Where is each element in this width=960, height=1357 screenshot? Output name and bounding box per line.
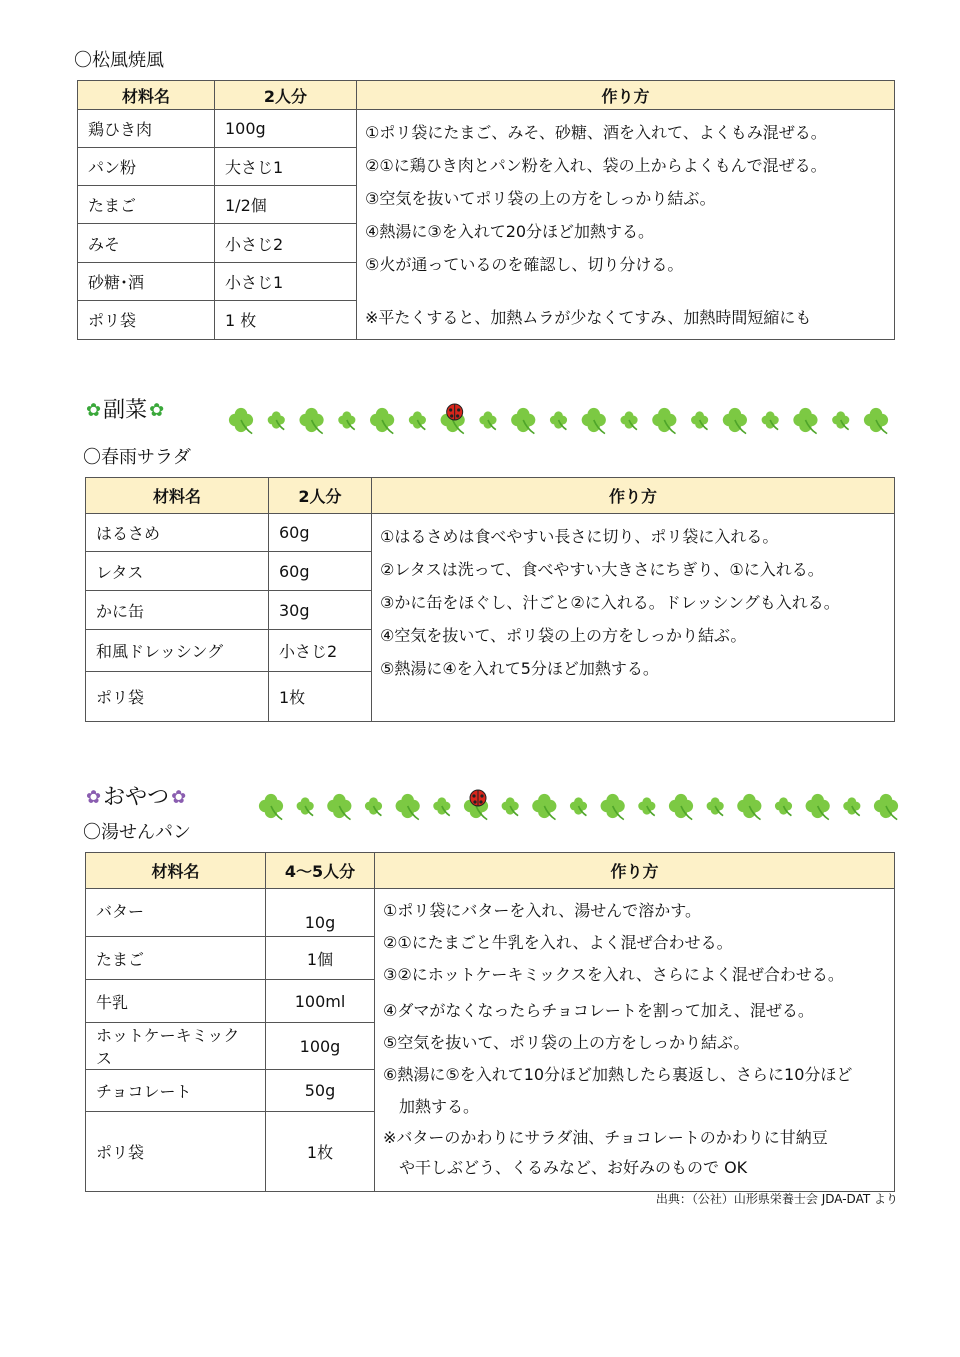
clover-icon xyxy=(691,411,708,429)
header-ingredient: 材料名 xyxy=(78,81,215,110)
step: ①はるさめは食べやすい長さに切り、ポリ袋に入れる。 xyxy=(380,527,779,546)
ingredient-name: たまご xyxy=(78,186,215,224)
step: ②レタスは洗って、食べやすい大きさにちぎり、①に入れる。 xyxy=(380,560,824,579)
ingredient-name: ホットケーキミックス xyxy=(86,1023,266,1070)
clover-icon xyxy=(620,411,637,429)
section-label: 副菜 xyxy=(103,398,148,423)
clover-icon xyxy=(479,411,496,429)
ingredient-amount: 1/2個 xyxy=(215,186,357,224)
table-row xyxy=(86,889,895,937)
recipe3-title: 〇湯せんパン xyxy=(83,822,191,843)
clover-border xyxy=(226,402,891,442)
header-ingredient: 材料名 xyxy=(86,478,269,514)
clover-icon xyxy=(297,797,314,815)
ladybug-clover-icon xyxy=(464,790,488,820)
ingredient-amount: 10g xyxy=(266,889,375,937)
header-ingredient: 材料名 xyxy=(86,853,266,889)
ingredient-amount: 1個 xyxy=(266,937,375,980)
ingredient-amount: 1枚 xyxy=(266,1112,375,1192)
clover-icon xyxy=(793,408,817,434)
clover-icon xyxy=(268,411,285,429)
clover-icon xyxy=(409,411,426,429)
ingredient-amount: 小さじ1 xyxy=(215,262,357,300)
step: ④ダマがなくなったらチョコレートを割って加え、混ぜる。 xyxy=(383,1001,814,1020)
ingredient-name: みそ xyxy=(78,224,215,262)
clover-icon xyxy=(502,797,519,815)
step: ③空気を抜いてポリ袋の上の方をしっかり結ぶ。 xyxy=(365,189,716,208)
clover-icon xyxy=(532,794,556,820)
ingredient-name: たまご xyxy=(86,937,266,980)
clover-icon xyxy=(582,408,606,434)
ingredient-name: チョコレート xyxy=(86,1070,266,1112)
ingredient-amount: 100g xyxy=(266,1023,375,1070)
step: ②①に鶏ひき肉とパン粉を入れ、袋の上からよくもんで混ぜる。 xyxy=(365,156,827,175)
section-heading-side-dish xyxy=(86,400,164,422)
ingredient-name: ポリ袋 xyxy=(86,672,269,722)
flower-icon: ✿ xyxy=(149,400,165,421)
ingredient-amount: 50g xyxy=(266,1070,375,1112)
step: ⑥熱湯に⑤を入れて10分ほど加熱したら裏返し、さらに10分ほど xyxy=(383,1065,853,1084)
recipe1-table xyxy=(77,80,895,340)
recipe2-title: 〇春雨サラダ xyxy=(83,447,191,468)
clover-icon xyxy=(707,797,724,815)
clover-icon xyxy=(843,797,860,815)
ingredient-amount: 小さじ2 xyxy=(269,630,372,672)
ingredient-amount: 60g xyxy=(269,514,372,552)
ingredient-amount: 1枚 xyxy=(269,672,372,722)
ladybug-clover-icon xyxy=(441,404,465,434)
clover-icon xyxy=(433,797,450,815)
recipe2-table xyxy=(85,477,895,722)
clover-icon xyxy=(396,794,420,820)
clover-icon xyxy=(737,794,761,820)
method-cell xyxy=(372,514,895,722)
note: ※バターのかわりにサラダ油、チョコレートのかわりに甘納豆 xyxy=(383,1128,828,1147)
ingredient-name: ポリ袋 xyxy=(78,300,215,339)
ingredient-amount: 60g xyxy=(269,552,372,591)
clover-icon xyxy=(338,411,355,429)
ingredient-amount: 30g xyxy=(269,591,372,630)
ingredient-amount: 100ml xyxy=(266,980,375,1023)
clover-icon xyxy=(327,794,351,820)
clover-icon xyxy=(370,408,394,434)
clover-icon xyxy=(832,411,849,429)
method-cell xyxy=(375,889,895,1192)
clover-icon xyxy=(669,794,693,820)
clover-icon xyxy=(874,794,898,820)
recipe3-table xyxy=(85,852,895,1192)
clover-icon xyxy=(259,794,283,820)
step: 加熱する。 xyxy=(383,1097,480,1116)
header-method: 作り方 xyxy=(372,478,895,514)
step: ⑤空気を抜いて、ポリ袋の上の方をしっかり結ぶ。 xyxy=(383,1033,750,1052)
table-row xyxy=(78,110,895,148)
header-method: 作り方 xyxy=(375,853,895,889)
clover-icon xyxy=(229,408,253,434)
ingredient-name: かに缶 xyxy=(86,591,269,630)
step: ⑤火が通っているのを確認し、切り分ける。 xyxy=(365,255,684,274)
source-credit: 出典：（公社）山形県栄養士会 JDA-DAT より xyxy=(655,1192,898,1206)
flower-icon: ✿ xyxy=(171,787,187,808)
ingredient-amount: 100g xyxy=(215,110,357,148)
step: ③②にホットケーキミックスを入れ、さらによく混ぜ合わせる。 xyxy=(383,965,844,984)
step: ③かに缶をほぐし、汁ごと②に入れる。ドレッシングも入れる。 xyxy=(380,593,840,612)
clover-icon xyxy=(550,411,567,429)
ingredient-name: はるさめ xyxy=(86,514,269,552)
clover-icon xyxy=(570,797,587,815)
step: ④熱湯に③を入れて20分ほど加熱する。 xyxy=(365,222,655,241)
clover-icon xyxy=(652,408,676,434)
ingredient-name: バター xyxy=(86,889,266,937)
header-amount: 2人分 xyxy=(215,81,357,110)
clover-icon xyxy=(806,794,830,820)
ingredient-amount: 小さじ2 xyxy=(215,224,357,262)
method-cell xyxy=(357,110,895,340)
header-amount: 4～5人分 xyxy=(266,853,375,889)
clover-icon xyxy=(299,408,323,434)
section-label: おやつ xyxy=(103,785,170,810)
step: ②①にたまごと牛乳を入れ、よく混ぜ合わせる。 xyxy=(383,933,733,952)
clover-icon xyxy=(864,408,888,434)
section-heading-snack xyxy=(86,787,186,809)
step: ①ポリ袋にバターを入れ、湯せんで溶かす。 xyxy=(383,901,702,920)
step: ⑤熱湯に④を入れて5分ほど加熱する。 xyxy=(380,659,659,678)
clover-icon xyxy=(601,794,625,820)
clover-icon xyxy=(775,797,792,815)
clover-border xyxy=(256,788,901,828)
clover-icon xyxy=(723,408,747,434)
ingredient-name: 砂糖･酒 xyxy=(78,262,215,300)
flower-icon: ✿ xyxy=(86,787,102,808)
clover-icon xyxy=(365,797,382,815)
ingredient-name: 鶏ひき肉 xyxy=(78,110,215,148)
ingredient-name: 牛乳 xyxy=(86,980,266,1023)
clover-icon xyxy=(511,408,535,434)
ingredient-amount: 大さじ1 xyxy=(215,148,357,186)
clover-icon xyxy=(762,411,779,429)
header-amount: 2人分 xyxy=(269,478,372,514)
ingredient-amount: 1 枚 xyxy=(215,300,357,339)
note: や干しぶどう、くるみなど、お好みのもので OK xyxy=(383,1158,748,1177)
ingredient-name: 和風ドレッシング xyxy=(86,630,269,672)
note: ※平たくすると、加熱ムラが少なくてすみ、加熱時間短縮にも xyxy=(365,308,812,327)
clover-icon xyxy=(638,797,655,815)
header-method: 作り方 xyxy=(357,81,895,110)
table-row xyxy=(86,514,895,552)
ingredient-name: レタス xyxy=(86,552,269,591)
flower-icon: ✿ xyxy=(86,400,102,421)
step: ④空気を抜いて、ポリ袋の上の方をしっかり結ぶ。 xyxy=(380,626,747,645)
ingredient-name: ポリ袋 xyxy=(86,1112,266,1192)
step: ①ポリ袋にたまご、みそ、砂糖、酒を入れて、よくもみ混ぜる。 xyxy=(365,123,827,142)
ingredient-name: パン粉 xyxy=(78,148,215,186)
recipe1-title: 〇松風焼風 xyxy=(74,50,164,71)
